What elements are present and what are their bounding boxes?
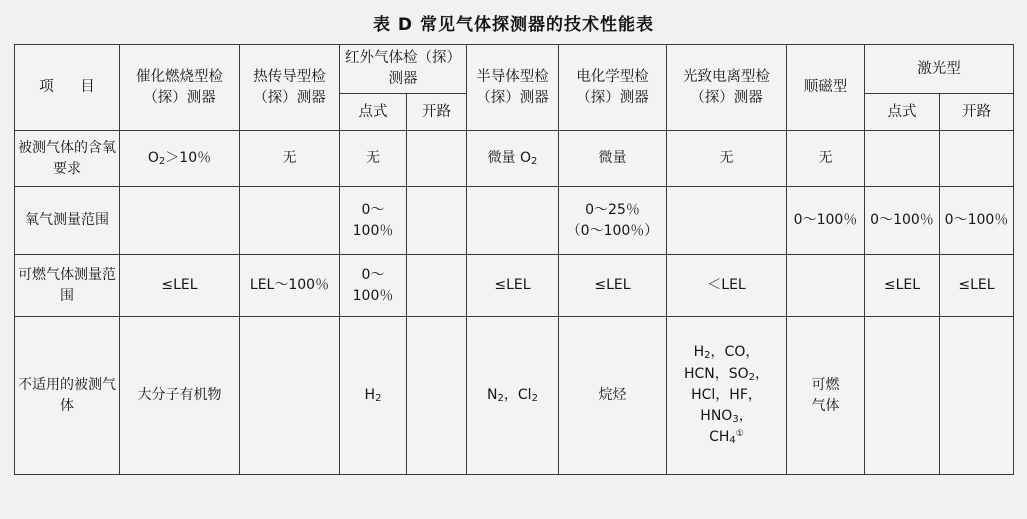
cell-oxygen-range-electrochemical: 0～25％ （0～100％） [559,187,667,255]
table-row [15,255,1014,317]
cell-oxygen-req-infrared-open [407,131,467,187]
table-row [15,187,1014,255]
cell-oxygen-range-catalytic [120,187,240,255]
header-col-thermal: 热传导型检（探）测器 [240,45,340,131]
cell-combustible-range-infrared-point: 0～ 100％ [340,255,407,317]
cell-oxygen-req-paramagnetic: 无 [787,131,865,187]
table-header [15,45,1014,131]
cell-combustible-range-laser-open: ≤LEL [940,255,1014,317]
gas-detector-spec-table [14,44,1014,475]
cell-oxygen-range-infrared-open [407,187,467,255]
table-container [14,44,1013,475]
cell-oxygen-req-electrochemical: 微量 [559,131,667,187]
header-sub-infrared-point: 点式 [340,94,407,131]
header-col-infrared: 红外气体检（探）测器 [340,45,467,94]
table-row [15,131,1014,187]
cell-oxygen-range-thermal [240,187,340,255]
header-item: 项 目 [15,45,120,131]
cell-oxygen-req-thermal: 无 [240,131,340,187]
cell-unsuitable-thermal [240,317,340,475]
header-col-paramagnetic: 顺磁型 [787,45,865,131]
cell-combustible-range-semiconductor: ≤LEL [467,255,559,317]
row-label-oxygen-requirement: 被测气体的含氧要求 [15,131,120,187]
cell-unsuitable-laser-point [865,317,940,475]
cell-unsuitable-paramagnetic: 可燃 气体 [787,317,865,475]
cell-combustible-range-paramagnetic [787,255,865,317]
row-label-unsuitable-gas: 不适用的被测气体 [15,317,120,475]
header-col-semiconductor: 半导体型检（探）测器 [467,45,559,131]
cell-oxygen-req-pid: 无 [667,131,787,187]
cell-oxygen-req-infrared-point: 无 [340,131,407,187]
cell-oxygen-range-infrared-point: 0～ 100％ [340,187,407,255]
cell-combustible-range-thermal: LEL～100％ [240,255,340,317]
cell-combustible-range-infrared-open [407,255,467,317]
cell-oxygen-range-laser-open: 0～100％ [940,187,1014,255]
table-body [15,131,1014,475]
cell-oxygen-range-paramagnetic: 0～100％ [787,187,865,255]
header-col-electrochemical: 电化学型检（探）测器 [559,45,667,131]
cell-oxygen-req-laser-point [865,131,940,187]
cell-combustible-range-laser-point: ≤LEL [865,255,940,317]
cell-combustible-range-pid: ＜LEL [667,255,787,317]
header-sub-infrared-open: 开路 [407,94,467,131]
cell-unsuitable-laser-open [940,317,1014,475]
header-sub-laser-open: 开路 [940,94,1014,131]
cell-combustible-range-catalytic: ≤LEL [120,255,240,317]
cell-oxygen-range-laser-point: 0～100％ [865,187,940,255]
table-title: 表 D 常见气体探测器的技术性能表 [373,15,654,35]
table-row [15,317,1014,475]
row-label-oxygen-range: 氧气测量范围 [15,187,120,255]
cell-oxygen-range-semiconductor [467,187,559,255]
header-col-laser: 激光型 [865,45,1014,94]
cell-oxygen-req-laser-open [940,131,1014,187]
cell-unsuitable-semiconductor: $N_2$，$Cl_2$ [467,317,559,475]
cell-oxygen-req-semiconductor: 微量 $O_2$ [467,131,559,187]
row-label-combustible-range: 可燃气体测量范围 [15,255,120,317]
cell-oxygen-req-catalytic: $O_2>10$％ [120,131,240,187]
header-sub-laser-point: 点式 [865,94,940,131]
header-col-pid: 光致电离型检（探）测器 [667,45,787,131]
cell-unsuitable-infrared-open [407,317,467,475]
header-col-catalytic: 催化燃烧型检（探）测器 [120,45,240,131]
cell-unsuitable-catalytic: 大分子有机物 [120,317,240,475]
cell-unsuitable-infrared-point: $H_2$ [340,317,407,475]
cell-oxygen-range-pid [667,187,787,255]
cell-unsuitable-electrochemical: 烷烃 [559,317,667,475]
cell-combustible-range-electrochemical: ≤LEL [559,255,667,317]
cell-unsuitable-pid: $H_2$，CO， HCN，$SO_2$， HCl，HF， $HNO_3$， $CH_4^①$ [667,317,787,475]
header-row-main [15,45,1014,94]
